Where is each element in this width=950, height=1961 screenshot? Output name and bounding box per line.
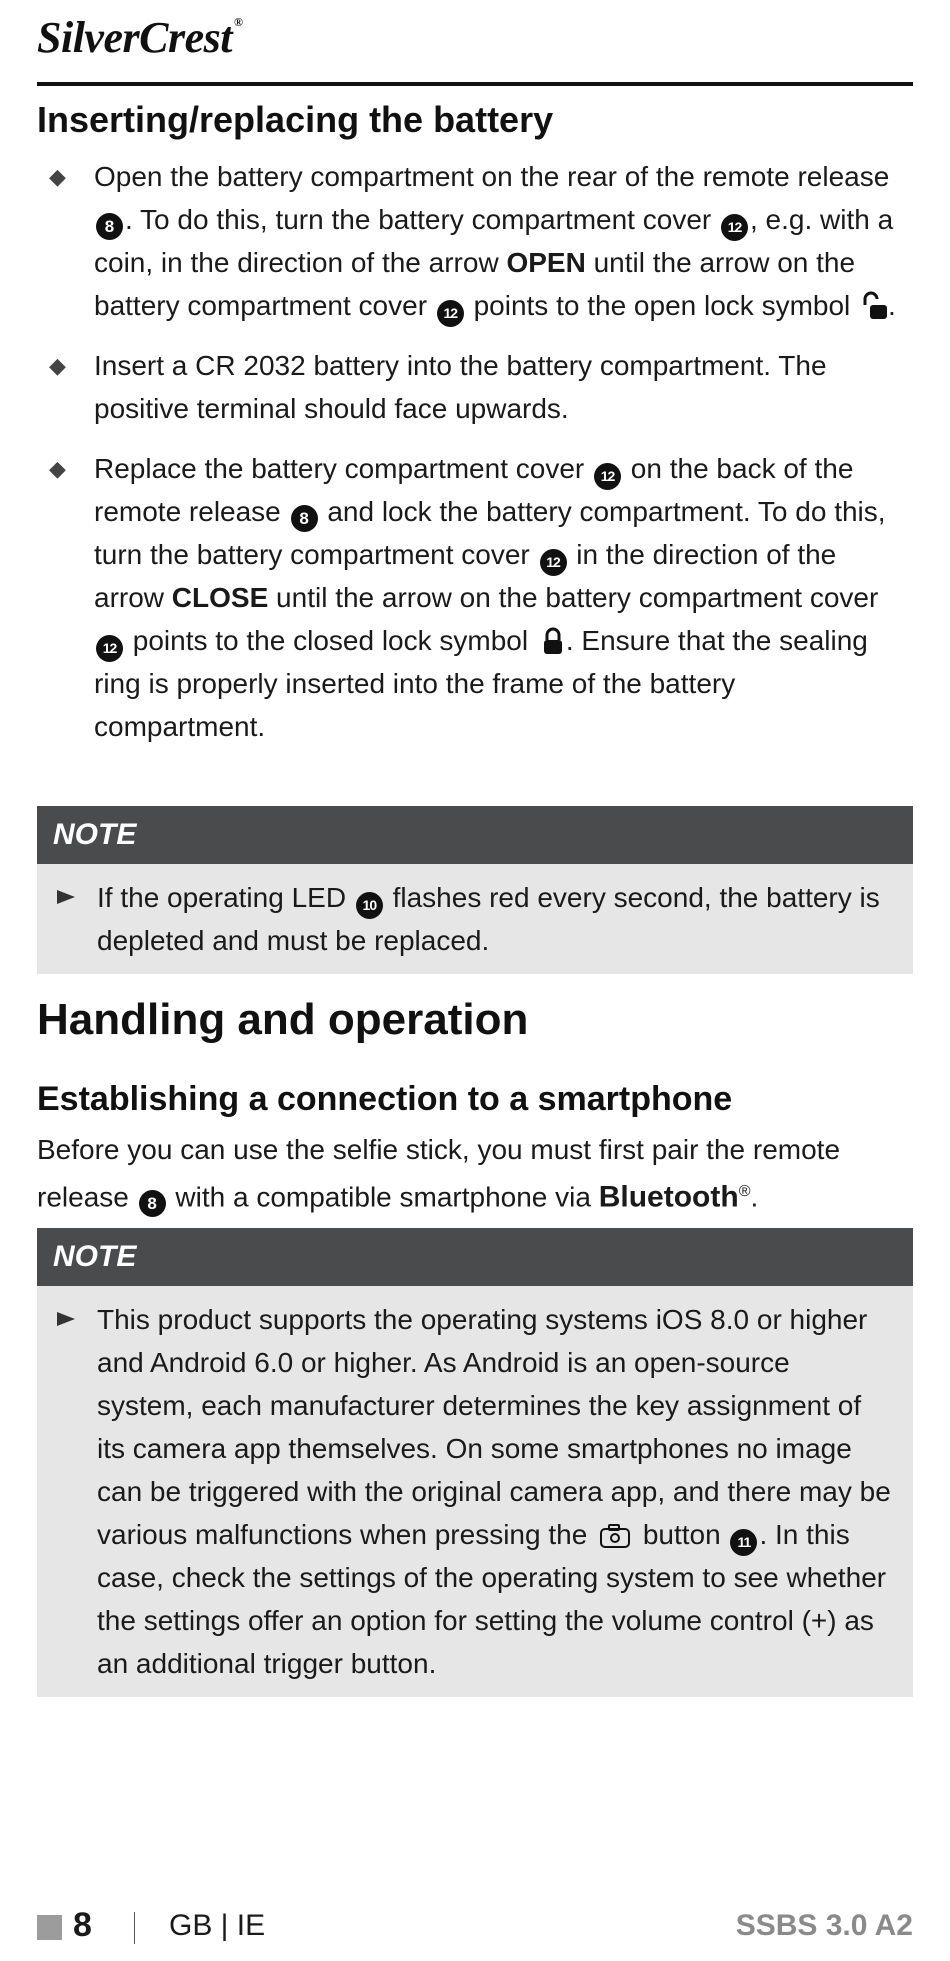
note-text: This product supports the operating systems iOS 8.0 or higher and Android 6.0 or higher. As Android is an open-source system, each manufacturer determines the key assignment of its camera app themselves. On some smartphones no image can be triggered with the original camera app, and there may be various malfunctions when pressing the button 11 . In this case, check the settings of the operating system to see whether the settings offer an option for setting the volume control (+) as an additional trigger button. <box>37 1286 913 1697</box>
brand-logo <box>37 12 242 63</box>
header <box>37 8 913 68</box>
battery-step-3: ◆ Replace the battery compartment cover 12 on the back of the remote release 8 and lock the battery compartment. To do this, turn the battery compartment cover 12 in the direction of the arrow CLOSE until the arrow on the battery compartment cover 12 points to the closed lock symbol . Ensure that the sealing ring is properly inserted into the frame of the battery compartment. <box>37 447 913 748</box>
section-title-connection: Establishing a connection to a smartphone <box>37 1080 733 1118</box>
callout-number: 12 <box>437 300 464 327</box>
note-box-compatibility <box>37 1228 913 1697</box>
page-marker-square <box>37 1915 62 1940</box>
section-title-battery: Inserting/replacing the battery <box>37 99 554 140</box>
closed-lock-icon <box>540 626 566 656</box>
callout-number: 8 <box>291 505 318 532</box>
battery-step-1: ◆ Open the battery compartment on the rear of the remote release 8 . To do this, turn the battery compartment cover 12 , e.g. with a coin, in the direction of the arrow OPEN until the arrow on the battery compartment cover 12 points to the open lock symbol . <box>37 155 913 327</box>
camera-button-icon <box>599 1523 631 1549</box>
bluetooth-keyword: Bluetooth <box>598 1180 739 1214</box>
open-keyword: OPEN <box>506 247 586 278</box>
header-rule <box>37 82 913 86</box>
section-title-handling: Handling and operation <box>37 995 529 1044</box>
diamond-bullet-icon: ◆ <box>49 456 66 481</box>
note-label: NOTE <box>37 1228 913 1286</box>
callout-number: 12 <box>721 214 748 241</box>
callout-number: 8 <box>139 1190 166 1217</box>
connection-intro-paragraph: Before you can use the selfie stick, you must first pair the remote release 8 with a compatible smartphone via Bluetooth®. <box>37 1129 913 1218</box>
callout-number: 12 <box>594 463 621 490</box>
open-lock-icon <box>862 291 888 321</box>
callout-number: 12 <box>540 549 567 576</box>
diamond-bullet-icon: ◆ <box>49 164 66 189</box>
callout-number: 8 <box>96 213 123 240</box>
brand-registered-mark: ® <box>233 15 243 29</box>
footer-divider <box>134 1912 135 1944</box>
callout-number: 12 <box>96 635 123 662</box>
arrow-bullet-icon <box>57 890 75 904</box>
note-text: If the operating LED 10 flashes red every second, the battery is depleted and must be replaced. <box>37 864 913 974</box>
arrow-bullet-icon <box>57 1312 75 1326</box>
callout-number: 10 <box>356 892 383 919</box>
battery-steps-list <box>37 155 913 765</box>
page-footer <box>37 1905 913 1945</box>
close-keyword: CLOSE <box>171 582 269 613</box>
model-number: SSBS 3.0 A2 <box>735 1909 913 1942</box>
page-number: 8 <box>73 1906 92 1944</box>
callout-number: 11 <box>730 1529 757 1556</box>
brand-name: SilverCrest <box>37 13 232 62</box>
language-codes: GB | IE <box>169 1909 266 1942</box>
battery-step-2: ◆ Insert a CR 2032 battery into the battery compartment. The positive terminal should face upwards. <box>37 344 913 430</box>
note-label: NOTE <box>37 806 913 864</box>
note-box-battery <box>37 806 913 974</box>
diamond-bullet-icon: ◆ <box>49 353 66 378</box>
